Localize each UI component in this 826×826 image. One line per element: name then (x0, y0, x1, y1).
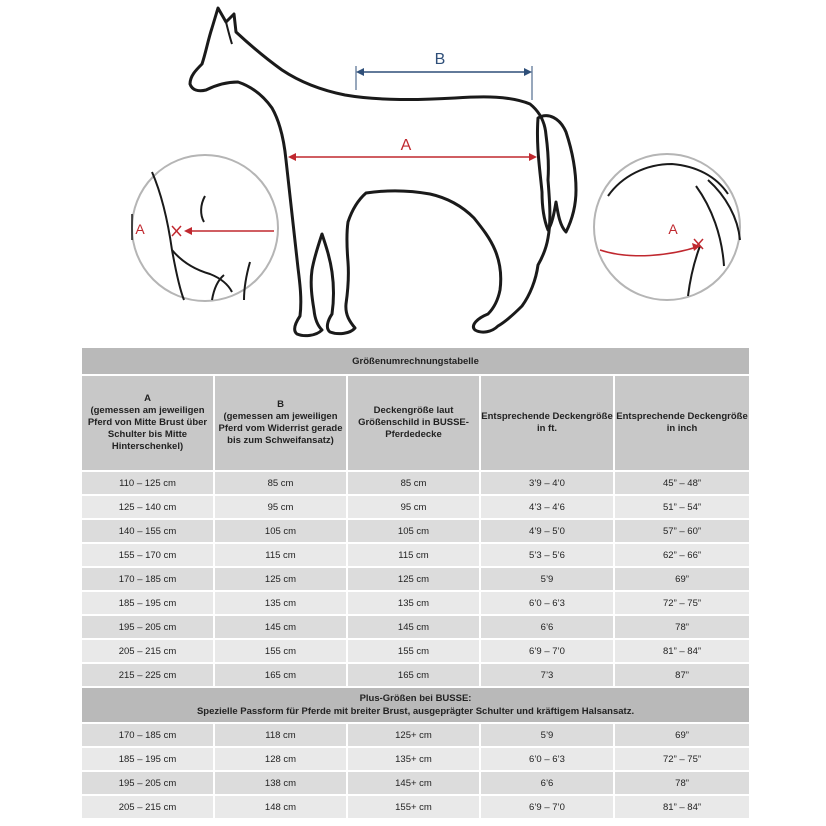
column-header-b: B (gemessen am jeweiligen Pferd vom Widerrist gerade bis zum Schweifansatz) (215, 376, 348, 472)
table-row (82, 568, 749, 592)
cell-size-ft: 6’0 – 6’3 (481, 592, 615, 616)
cell-b: 128 cm (215, 748, 348, 772)
cell-size-ft: 6’9 – 7’0 (481, 640, 615, 664)
cell-b: 138 cm (215, 772, 348, 796)
cell-a: 205 – 215 cm (82, 640, 215, 664)
cell-a: 110 – 125 cm (82, 472, 215, 496)
table-row (82, 592, 749, 616)
cell-a: 185 – 195 cm (82, 748, 215, 772)
horse-measurement-illustration (0, 0, 826, 346)
cell-b: 105 cm (215, 520, 348, 544)
measure-label-a: A (400, 137, 412, 154)
cell-b: 165 cm (215, 664, 348, 688)
horse-tail (537, 116, 576, 232)
cell-blanket-size: 155+ cm (348, 796, 481, 820)
cell-b: 118 cm (215, 724, 348, 748)
cell-blanket-size: 135 cm (348, 592, 481, 616)
cell-b: 85 cm (215, 472, 348, 496)
cell-blanket-size: 145+ cm (348, 772, 481, 796)
table-row (82, 772, 749, 796)
cell-blanket-size: 145 cm (348, 616, 481, 640)
cell-size-inch: 81” – 84” (615, 796, 749, 820)
cell-size-inch: 81” – 84” (615, 640, 749, 664)
cell-size-ft: 7’3 (481, 664, 615, 688)
cell-blanket-size: 125+ cm (348, 724, 481, 748)
cell-size-inch: 78” (615, 616, 749, 640)
cell-size-ft: 4’9 – 5’0 (481, 520, 615, 544)
cell-blanket-size: 165 cm (348, 664, 481, 688)
table-row (82, 472, 749, 496)
cell-size-inch: 69” (615, 568, 749, 592)
cell-size-inch: 72” – 75” (615, 592, 749, 616)
column-header-a: A (gemessen am jeweiligen Pferd von Mitte Brust über Schulter bis Mitte Hinterschenkel) (82, 376, 215, 472)
cell-blanket-size: 115 cm (348, 544, 481, 568)
table-row (82, 544, 749, 568)
cell-a: 170 – 185 cm (82, 568, 215, 592)
cell-b: 115 cm (215, 544, 348, 568)
cell-blanket-size: 85 cm (348, 472, 481, 496)
cell-b: 148 cm (215, 796, 348, 820)
column-header-size-inch: Entsprechende Deckengröße in inch (615, 376, 749, 472)
table-row (82, 748, 749, 772)
cell-b: 145 cm (215, 616, 348, 640)
cell-size-ft: 6’6 (481, 772, 615, 796)
size-conversion-table (82, 348, 749, 820)
plus-sizes-title: Plus-Größen bei BUSSE: (359, 693, 472, 704)
table-row (82, 640, 749, 664)
table-row (82, 796, 749, 820)
column-header-blanket-size: Deckengröße laut Größenschild in BUSSE-Pferdedecke (348, 376, 481, 472)
cell-size-ft: 5’9 (481, 724, 615, 748)
cell-b: 125 cm (215, 568, 348, 592)
right-circle-label-a: A (668, 221, 678, 237)
cell-size-ft: 6’0 – 6’3 (481, 748, 615, 772)
table-row (82, 496, 749, 520)
cell-b: 95 cm (215, 496, 348, 520)
cell-size-inch: 45” – 48” (615, 472, 749, 496)
table-row (82, 664, 749, 688)
cell-blanket-size: 105 cm (348, 520, 481, 544)
cell-blanket-size: 95 cm (348, 496, 481, 520)
cell-a: 185 – 195 cm (82, 592, 215, 616)
cell-a: 155 – 170 cm (82, 544, 215, 568)
table-header-row (82, 376, 749, 472)
table-row (82, 520, 749, 544)
cell-size-inch: 69” (615, 724, 749, 748)
cell-a: 140 – 155 cm (82, 520, 215, 544)
cell-size-inch: 72” – 75” (615, 748, 749, 772)
cell-size-inch: 51” – 54” (615, 496, 749, 520)
cell-blanket-size: 125 cm (348, 568, 481, 592)
cell-a: 195 – 205 cm (82, 616, 215, 640)
cell-size-inch: 78” (615, 772, 749, 796)
cell-b: 135 cm (215, 592, 348, 616)
cell-a: 125 – 140 cm (82, 496, 215, 520)
plus-sizes-subtitle: Spezielle Passform für Pferde mit breiter Brust, ausgeprägter Schulter und kräftigem Halsansatz. (196, 706, 635, 717)
cell-size-ft: 5’3 – 5’6 (481, 544, 615, 568)
table-title: Größenumrechnungstabelle (82, 348, 749, 376)
cell-size-inch: 87” (615, 664, 749, 688)
cell-blanket-size: 155 cm (348, 640, 481, 664)
left-circle-label-a: A (135, 221, 145, 237)
cell-a: 205 – 215 cm (82, 796, 215, 820)
cell-size-ft: 4’3 – 4’6 (481, 496, 615, 520)
cell-size-ft: 5’9 (481, 568, 615, 592)
measure-label-b: B (434, 51, 446, 68)
table-row (82, 616, 749, 640)
cell-a: 170 – 185 cm (82, 724, 215, 748)
cell-blanket-size: 135+ cm (348, 748, 481, 772)
cell-size-ft: 6’9 – 7’0 (481, 796, 615, 820)
cell-size-ft: 3’9 – 4’0 (481, 472, 615, 496)
table-row (82, 724, 749, 748)
cell-size-inch: 62” – 66” (615, 544, 749, 568)
cell-size-ft: 6’6 (481, 616, 615, 640)
cell-a: 195 – 205 cm (82, 772, 215, 796)
cell-a: 215 – 225 cm (82, 664, 215, 688)
column-header-size-ft: Entsprechende Deckengröße in ft. (481, 376, 615, 472)
plus-sizes-heading (82, 688, 749, 724)
cell-size-inch: 57” – 60” (615, 520, 749, 544)
cell-b: 155 cm (215, 640, 348, 664)
